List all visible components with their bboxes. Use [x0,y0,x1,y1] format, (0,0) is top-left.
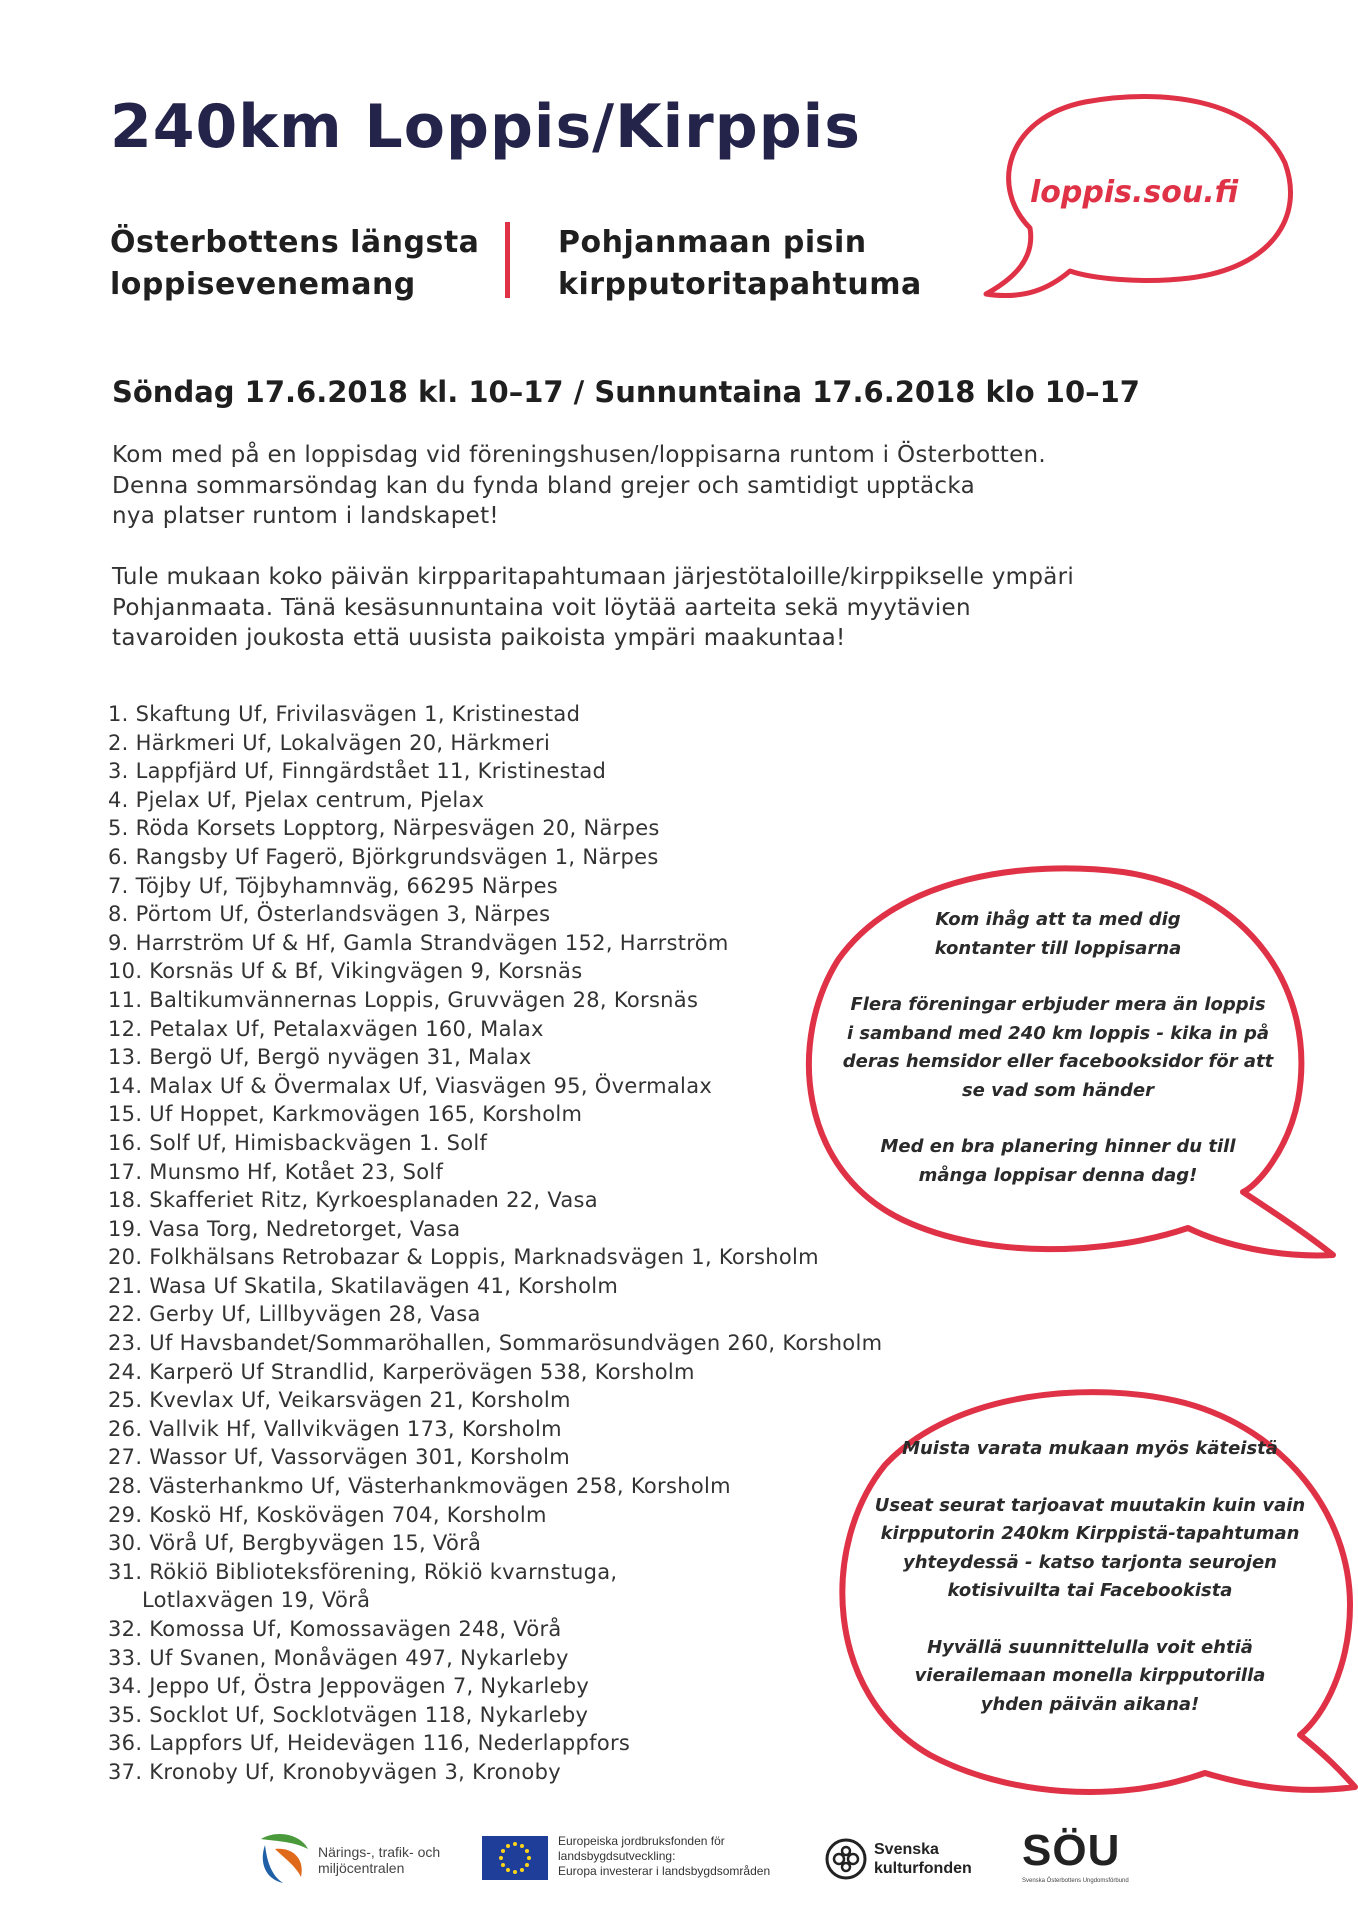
subtitle-swedish [110,222,479,306]
tip-line: Med en bra planering hinner du till [880,1136,1236,1157]
tip-line: yhden päivän aikana! [980,1693,1200,1715]
list-item: 30. Vörå Uf, Bergbyvägen 15, Vörå [108,1531,482,1556]
website-url[interactable]: loppis.sou.fi [1030,175,1239,210]
ntm-centre-logo-icon [253,1827,313,1887]
eu-flag-icon [482,1836,548,1880]
swedish-tip-text [818,906,1298,1190]
sou-full-name: Svenska Österbottens Ungdomsförbund [1022,1878,1129,1884]
list-item: 3. Lappfjärd Uf, Finngärdstået 11, Kristinestad [108,759,607,784]
tip-line: i samband med 240 km loppis - kika in på [847,1022,1269,1044]
list-item: 6. Rangsby Uf Fagerö, Björkgrundsvägen 1, Närpes [108,844,659,869]
intro-finnish [112,562,1172,654]
intro-line: Denna sommarsöndag kan du fynda bland grejer och samtidigt upptäcka [112,472,975,499]
location-list [108,700,882,1787]
tip-line: deras hemsidor eller facebooksidor för att [842,1051,1274,1072]
logo-text-line: miljöcentralen [318,1860,405,1876]
list-item: 12. Petalax Uf, Petalaxvägen 160, Malax [108,1016,544,1041]
kulturfonden-logo-icon [825,1838,867,1880]
logo-text-line: landsbygdsutveckling: [558,1849,676,1863]
intro-line: tavaroiden joukosta että uusista paikoista ympäri maakuntaa! [112,625,846,651]
list-item: 19. Vasa Torg, Nedretorget, Vasa [108,1216,461,1241]
sou-logo: SÖU [1022,1826,1121,1875]
tip-line: yhteydessä - katso tarjonta seurojen [902,1551,1277,1573]
tip-line: se vad som händer [961,1079,1155,1101]
list-item: 16. Solf Uf, Himisbackvägen 1. Solf [108,1130,488,1155]
list-item: 27. Wassor Uf, Vassorvägen 301, Korsholm [108,1445,571,1470]
list-item-text: 31. Rökiö Biblioteksförening, Rökiö kvarnstuga, [108,1559,618,1584]
tip-line: Hyvällä suunnittelulla voit ehtiä [927,1636,1253,1658]
eu-fund-text [558,1834,770,1879]
intro-line: Tule mukaan koko päivän kirpparitapahtumaan järjestötaloille/kirppikselle ympäri [112,564,1075,590]
event-date: Söndag 17.6.2018 kl. 10–17 / Sunnuntaina 17.6.2018 klo 10–17 [112,375,1140,409]
list-item: 11. Baltikumvännernas Loppis, Gruvvägen 28, Korsnäs [108,987,699,1012]
logo-text-line: Europa investerar i landsbygdsområden [558,1864,771,1878]
list-item: 17. Munsmo Hf, Kotået 23, Solf [108,1159,444,1184]
tip-line: Flera föreningar erbjuder mera än loppis [850,994,1266,1015]
tip-paragraph [818,1133,1298,1190]
list-item-continuation: Lotlaxvägen 19, Vörå [142,1588,371,1613]
intro-line: Kom med på en loppisdag vid föreningshusen/loppisarna runtom i Österbotten. [112,442,1047,468]
list-item: 28. Västerhankmo Uf, Västerhankmovägen 258, Korsholm [108,1474,731,1499]
logo-text-line: Europeiska jordbruksfonden för [558,1834,725,1848]
list-item: 24. Karperö Uf Strandlid, Karperövägen 538, Korsholm [108,1359,695,1384]
tip-paragraph [850,1435,1330,1464]
logo-text-line: Svenska [874,1841,939,1858]
subtitle-divider [505,222,510,298]
list-item: 8. Pörtom Uf, Österlandsvägen 3, Närpes [108,902,551,927]
tip-paragraph [850,1492,1330,1606]
subtitle-sv-line: loppisevenemang [110,267,416,302]
list-item: 23. Uf Havsbandet/Sommaröhallen, Sommarösundvägen 260, Korsholm [108,1331,883,1356]
list-item: 13. Bergö Uf, Bergö nyvägen 31, Malax [108,1045,532,1070]
list-item: 26. Vallvik Hf, Vallvikvägen 173, Korsholm [108,1416,562,1441]
intro-line: nya platser runtom i landskapet! [112,503,499,529]
list-item: 32. Komossa Uf, Komossavägen 248, Vörå [108,1617,562,1641]
tip-line: Kom ihåg att ta med dig [935,909,1181,930]
tip-paragraph [818,906,1298,963]
list-item: 14. Malax Uf & Övermalax Uf, Viasvägen 95, Övermalax [108,1073,713,1098]
tip-line: kontanter till loppisarna [934,937,1182,959]
tip-line: Useat seurat tarjoavat muutakin kuin vain [874,1494,1306,1516]
tip-paragraph [818,991,1298,1105]
tip-paragraph [850,1634,1330,1720]
logo-text-line: kulturfonden [874,1860,972,1877]
list-item: 34. Jeppo Uf, Östra Jeppovägen 7, Nykarleby [108,1674,590,1699]
eu-stars-icon [482,1836,548,1880]
list-item: 22. Gerby Uf, Lillbyvägen 28, Vasa [108,1302,481,1327]
kulturfonden-name [874,1840,972,1878]
finnish-tip-text [850,1435,1330,1719]
poster-title: 240km Loppis/Kirppis [110,92,861,162]
subtitle-fi-line: Pohjanmaan pisin [558,225,867,260]
list-item: 33. Uf Svanen, Monåvägen 497, Nykarleby [108,1645,569,1670]
subtitle-finnish [558,222,922,306]
list-item: 2. Härkmeri Uf, Lokalvägen 20, Härkmeri [108,730,551,755]
list-item: 15. Uf Hoppet, Karkmovägen 165, Korsholm [108,1102,583,1127]
list-item: 29. Koskö Hf, Koskövägen 704, Korsholm [108,1502,547,1527]
list-item: 18. Skafferiet Ritz, Kyrkoesplanaden 22, Vasa [108,1188,598,1213]
intro-swedish [112,440,1172,532]
tip-line: kotisivuilta tai Facebookista [947,1580,1233,1601]
list-item: 35. Socklot Uf, Socklotvägen 118, Nykarleby [108,1702,589,1727]
list-item: 21. Wasa Uf Skatila, Skatilavägen 41, Korsholm [108,1273,619,1298]
logo-text-line: Närings-, trafik- och [318,1844,441,1860]
intro-line: Pohjanmaata. Tänä kesäsunnuntaina voit löytää aarteita sekä myytävien [112,594,971,621]
list-item: 7. Töjby Uf, Töjbyhamnväg, 66295 Närpes [108,873,559,898]
list-item: 10. Korsnäs Uf & Bf, Vikingvägen 9, Korsnäs [108,959,583,984]
list-item: 37. Kronoby Uf, Kronobyvägen 3, Kronoby [108,1759,561,1784]
sponsor-logos [0,1822,1358,1902]
list-item: 20. Folkhälsans Retrobazar & Loppis, Marknadsvägen 1, Korsholm [108,1245,819,1270]
list-item: 36. Lappfors Uf, Heidevägen 116, Nederlappfors [108,1731,631,1756]
list-item: 9. Harrström Uf & Hf, Gamla Strandvägen 152, Harrström [108,930,729,955]
list-item: 1. Skaftung Uf, Frivilasvägen 1, Kristinestad [108,702,581,726]
list-item: 25. Kvevlax Uf, Veikarsvägen 21, Korsholm [108,1388,571,1413]
ntm-centre-name [318,1844,440,1876]
subtitle-sv-line: Österbottens längsta [110,225,480,260]
tip-line: kirpputorin 240km Kirppistä-tapahtuman [880,1523,1300,1544]
subtitle-fi-line: kirpputoritapahtuma [558,267,922,302]
tip-line: många loppisar denna dag! [918,1164,1198,1186]
list-item: 5. Röda Korsets Lopptorg, Närpesvägen 20, Närpes [108,816,660,841]
tip-line: Muista varata mukaan myös käteistä [902,1438,1278,1459]
list-item: 4. Pjelax Uf, Pjelax centrum, Pjelax [108,787,485,812]
list-item [108,1558,882,1615]
tip-line: vierailemaan monella kirpputorilla [914,1665,1266,1686]
